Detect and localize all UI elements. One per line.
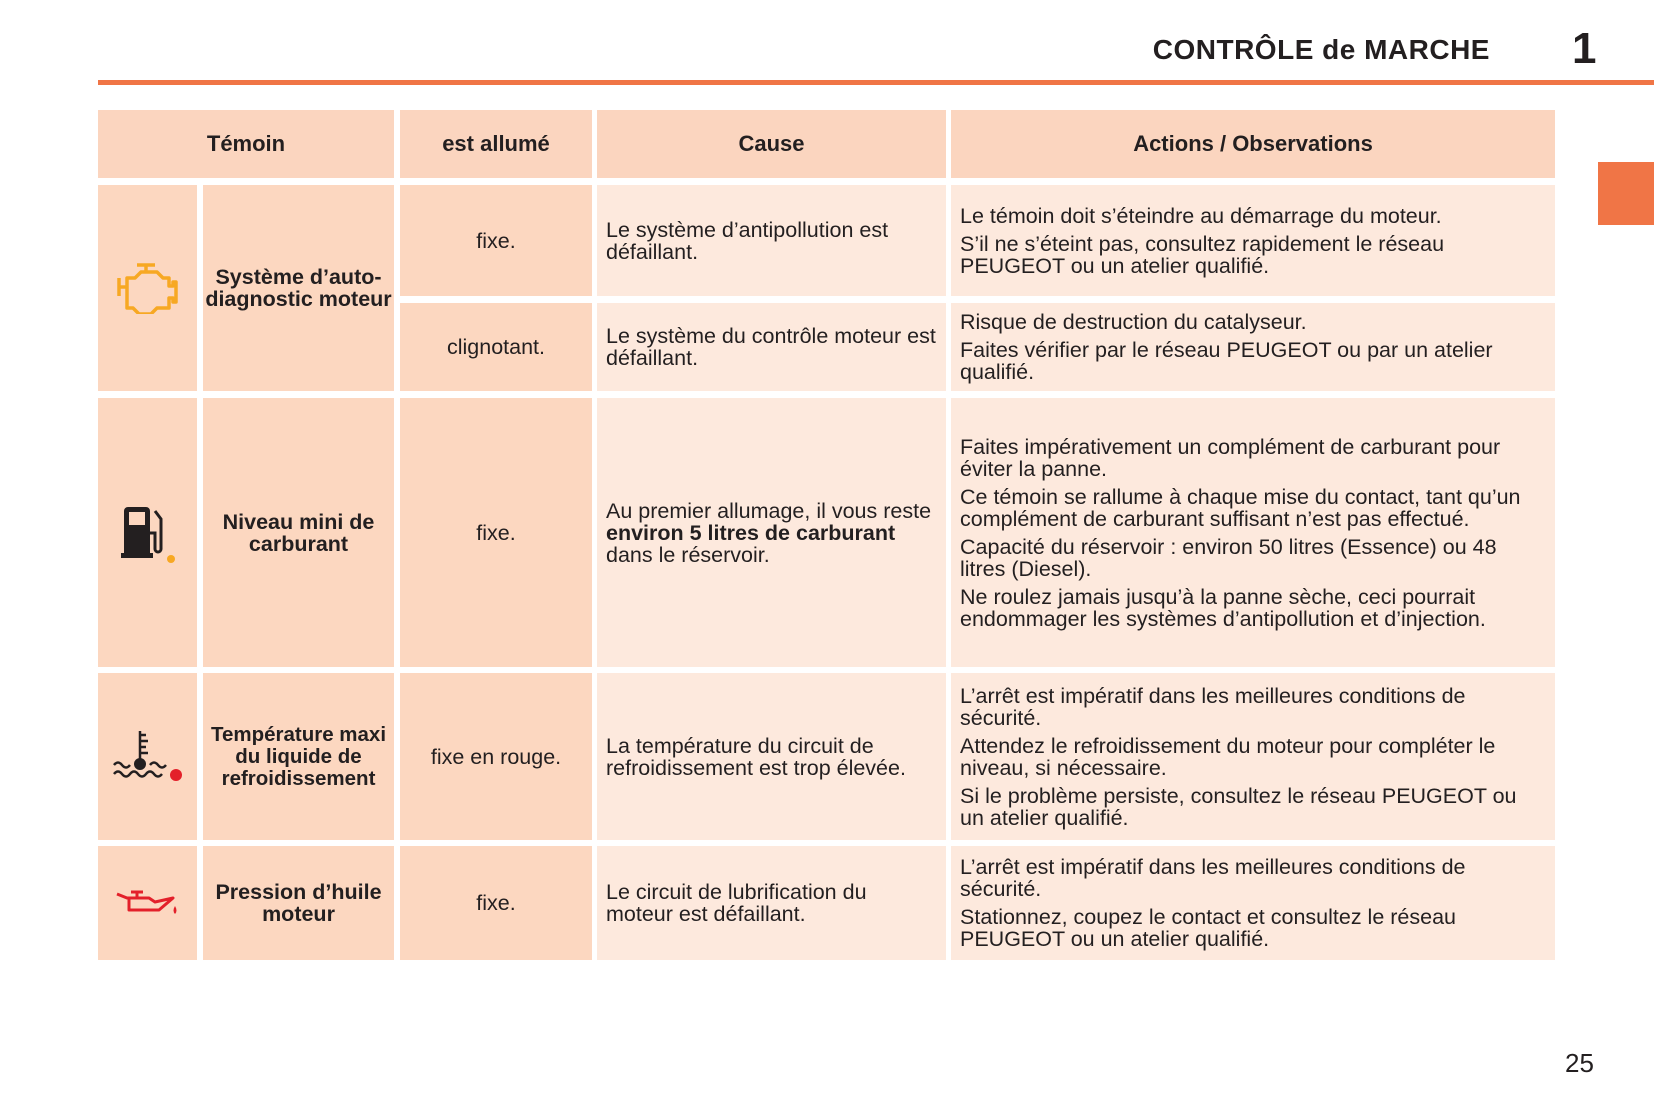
cause-text: Le circuit de lubrification du moteur est défaillant. bbox=[597, 846, 946, 960]
action-text: Stationnez, coupez le contact et consultez le réseau PEUGEOT ou un atelier qualifié. bbox=[960, 905, 1457, 951]
state-value: clignotant. bbox=[400, 303, 592, 391]
state-value: fixe. bbox=[400, 398, 592, 667]
page-number: 25 bbox=[1565, 1048, 1594, 1078]
actions-cell bbox=[951, 185, 1555, 296]
indicator-name: Température maxi du liquide de refroidissement bbox=[203, 673, 394, 840]
chapter-number: 1 bbox=[1572, 24, 1597, 73]
indicator-name: Pression d’huile moteur bbox=[203, 846, 394, 960]
column-header-temoin: Témoin bbox=[98, 110, 394, 178]
actions-cell bbox=[951, 398, 1555, 667]
actions-cell bbox=[951, 303, 1555, 391]
action-text: L’arrêt est impératif dans les meilleures conditions de sécurité. bbox=[960, 683, 1466, 730]
icon-cell bbox=[98, 846, 197, 960]
icon-cell bbox=[98, 185, 197, 391]
action-text: Si le problème persiste, consultez le réseau PEUGEOT ou un atelier qualifié. bbox=[960, 783, 1517, 830]
coolant-temperature-icon bbox=[112, 729, 184, 785]
action-text: Le témoin doit s’éteindre au démarrage du moteur. bbox=[960, 203, 1442, 228]
state-value: fixe. bbox=[400, 846, 592, 960]
icon-cell bbox=[98, 398, 197, 667]
indicator-name: Niveau mini de carburant bbox=[203, 398, 394, 667]
action-text: S’il ne s’éteint pas, consultez rapidement le réseau PEUGEOT ou un atelier qualifié. bbox=[960, 231, 1445, 278]
header-rule bbox=[98, 80, 1654, 85]
page-title: CONTRÔLE de MARCHE bbox=[1152, 34, 1490, 65]
action-text: L’arrêt est impératif dans les meilleures conditions de sécurité. bbox=[960, 855, 1466, 901]
action-text: Faites vérifier par le réseau PEUGEOT ou par un atelier qualifié. bbox=[960, 338, 1493, 384]
action-text: Capacité du réservoir : environ 50 litres (Essence) ou 48 litres (Diesel). bbox=[960, 534, 1497, 581]
cause-text: La température du circuit de refroidissement est trop élevée. bbox=[597, 673, 946, 840]
chapter-tab bbox=[1598, 162, 1654, 225]
indicator-name: Système d’auto-diagnostic moteur bbox=[203, 185, 394, 391]
cause-text-bold: environ 5 litres de carburant bbox=[606, 520, 896, 545]
column-header-actions: Actions / Observations bbox=[951, 110, 1555, 178]
cause-text-part: Au premier allumage, il vous reste bbox=[606, 498, 932, 523]
fuel-pump-icon bbox=[118, 501, 178, 565]
column-header-state: est allumé bbox=[400, 110, 592, 178]
cause-text-part: dans le réservoir. bbox=[606, 542, 770, 567]
action-text: Attendez le refroidissement du moteur pour compléter le niveau, si nécessaire. bbox=[960, 733, 1496, 780]
engine-icon bbox=[113, 262, 183, 314]
action-text: Ne roulez jamais jusqu’à la panne sèche, ceci pourrait endommager les systèmes d’antipollution et d’injection. bbox=[960, 584, 1486, 631]
actions-cell bbox=[951, 673, 1555, 840]
actions-cell bbox=[951, 846, 1555, 960]
oil-pressure-icon bbox=[115, 886, 181, 920]
state-value: fixe en rouge. bbox=[400, 673, 592, 840]
action-text: Faites impérativement un complément de carburant pour éviter la panne. bbox=[960, 434, 1501, 481]
action-text: Risque de destruction du catalyseur. bbox=[960, 310, 1307, 334]
cause-text: Le système du contrôle moteur est défaillant. bbox=[597, 303, 946, 391]
state-value: fixe. bbox=[400, 185, 592, 296]
cause-text bbox=[597, 398, 946, 667]
action-text: Ce témoin se rallume à chaque mise du contact, tant qu’un complément de carburant suffisant n’est pas effectué. bbox=[960, 484, 1521, 531]
icon-cell bbox=[98, 673, 197, 840]
cause-text: Le système d’antipollution est défaillant. bbox=[597, 185, 946, 296]
column-header-cause: Cause bbox=[597, 110, 946, 178]
